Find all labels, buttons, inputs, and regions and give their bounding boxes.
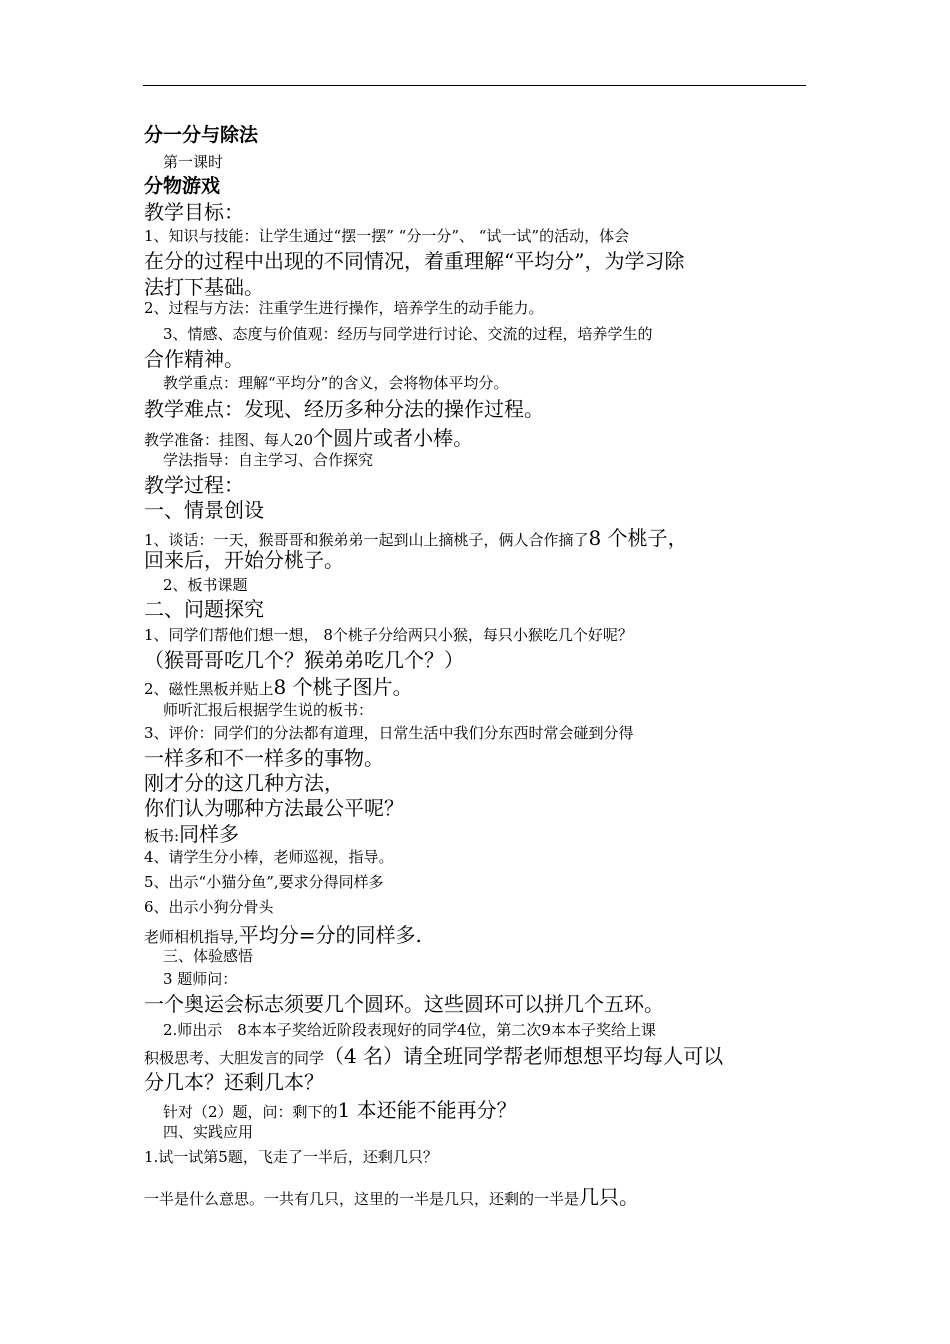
- task-3-question: 3 题师问：: [163, 970, 238, 988]
- task-2-line3: 分几本？还剩几本？: [144, 1070, 324, 1094]
- goal3-line1: 3、情感、态度与价值观：经历与同学进行讨论、交流的过程，培养学生的: [163, 325, 653, 343]
- practice-2-end: 几只。: [579, 1185, 640, 1209]
- guidance-text: 老师相机指导,: [144, 928, 239, 946]
- board-writing: [144, 823, 239, 846]
- section-4-heading: 四、实践应用: [163, 1123, 254, 1141]
- board-content: 同样多: [179, 822, 240, 846]
- question-2: [144, 676, 413, 699]
- question-3-line3: 刚才分的这几种方法，: [144, 771, 344, 795]
- question-2-text: 2、磁性黑板并贴上: [144, 680, 274, 698]
- task-2-followup: [163, 1099, 517, 1122]
- question-3-line4: 你们认为哪种方法最公平呢？: [144, 796, 404, 820]
- goal1-line1: 1、知识与技能：让学生通过“摆一摆” “分一分”、 “试一试”的活动，体会: [144, 227, 630, 245]
- section-3-heading: 三、体验感悟: [163, 947, 254, 965]
- question-2-peaches: 8 个桃子图片。: [273, 675, 413, 699]
- lesson-label: 第一课时: [163, 153, 224, 171]
- task-2-line2: [144, 1045, 723, 1068]
- difficulty: 教学难点：发现、经历多种分法的操作过程。: [144, 397, 544, 421]
- question-6: 6、出示小狗分骨头: [144, 898, 274, 916]
- talk-line1: [144, 527, 688, 550]
- question-3: 3、评价：同学们的分法都有道理，日常生活中我们分东西时常会碰到分得: [144, 724, 634, 742]
- practice-2-text: 一半是什么意思。一共有几只，这里的一半是几只，还剩的一半是: [144, 1190, 580, 1208]
- preparation: [144, 427, 473, 450]
- talk-text: 1、谈话：一天，猴哥哥和猴弟弟一起到山上摘桃子，俩人合作摘了: [144, 531, 589, 549]
- goal2: 2、过程与方法：注重学生进行操作，培养学生的动手能力。: [144, 299, 544, 317]
- study-method: 学法指导：自主学习、合作探究: [163, 451, 374, 469]
- question-4: 4、请学生分小棒，老师巡视，指导。: [144, 848, 394, 866]
- board-title-step: 2、板书课题: [163, 576, 248, 594]
- question-5: 5、出示“小猫分鱼”,要求分得同样多: [144, 873, 384, 891]
- preparation-items: 个圆片或者小棒。: [313, 426, 474, 450]
- goal3-line2: 合作精神。: [144, 347, 244, 371]
- doc-title: 分一分与除法: [144, 124, 259, 146]
- process-heading: 教学过程：: [144, 473, 244, 497]
- teacher-guidance: [144, 924, 422, 947]
- talk-line2: 回来后，开始分桃子。: [144, 548, 344, 572]
- board-label: 板书:: [144, 827, 180, 845]
- question-3-line2: 一样多和不一样多的事物。: [144, 746, 384, 770]
- followup-question: 1 本还能不能再分？: [337, 1098, 517, 1122]
- section-2-heading: 二、问题探究: [144, 597, 264, 621]
- task-2-ask: （4 名）请全班同学帮老师想想平均每人可以: [324, 1044, 724, 1068]
- guidance-formula: 平均分=分的同样多.: [238, 923, 422, 947]
- task-2-students: 积极思考、大胆发言的同学: [144, 1049, 325, 1067]
- goals-heading: 教学目标：: [144, 200, 244, 224]
- talk-count: 8 个桃子，: [588, 526, 688, 550]
- goal1-line3: 法打下基础。: [144, 275, 264, 299]
- key-point: 教学重点：理解“平均分”的含义，会将物体平均分。: [163, 374, 509, 392]
- task-3-content: 一个奥运会标志须要几个圆环。这些圆环可以拼几个五环。: [144, 992, 664, 1016]
- practice-2: [144, 1186, 639, 1209]
- practice-1: 1.试一试第5题，飞走了一半后，还剩几只？: [144, 1148, 438, 1166]
- preparation-text: 教学准备：挂图、每人20: [144, 431, 314, 449]
- header-rule: [143, 85, 806, 86]
- task-2-line1: 2.师出示 8本本子奖给近阶段表现好的同学4位，第二次9本本子奖给上课: [163, 1021, 656, 1039]
- goal1-line2: 在分的过程中出现的不同情况，着重理解“平均分”，为学习除: [144, 249, 685, 273]
- section-1-heading: 一、情景创设: [144, 498, 264, 522]
- subtitle: 分物游戏: [144, 175, 221, 197]
- followup-text: 针对（2）题，问：剩下的: [163, 1103, 338, 1121]
- teacher-board-note: 师听汇报后根据学生说的板书：: [163, 701, 374, 719]
- question-1-sub: （猴哥哥吃几个？猴弟弟吃几个？）: [144, 648, 464, 672]
- question-1: 1、同学们帮他们想一想， 8个桃子分给两只小猴，每只小猴吃几个好呢？: [144, 626, 633, 644]
